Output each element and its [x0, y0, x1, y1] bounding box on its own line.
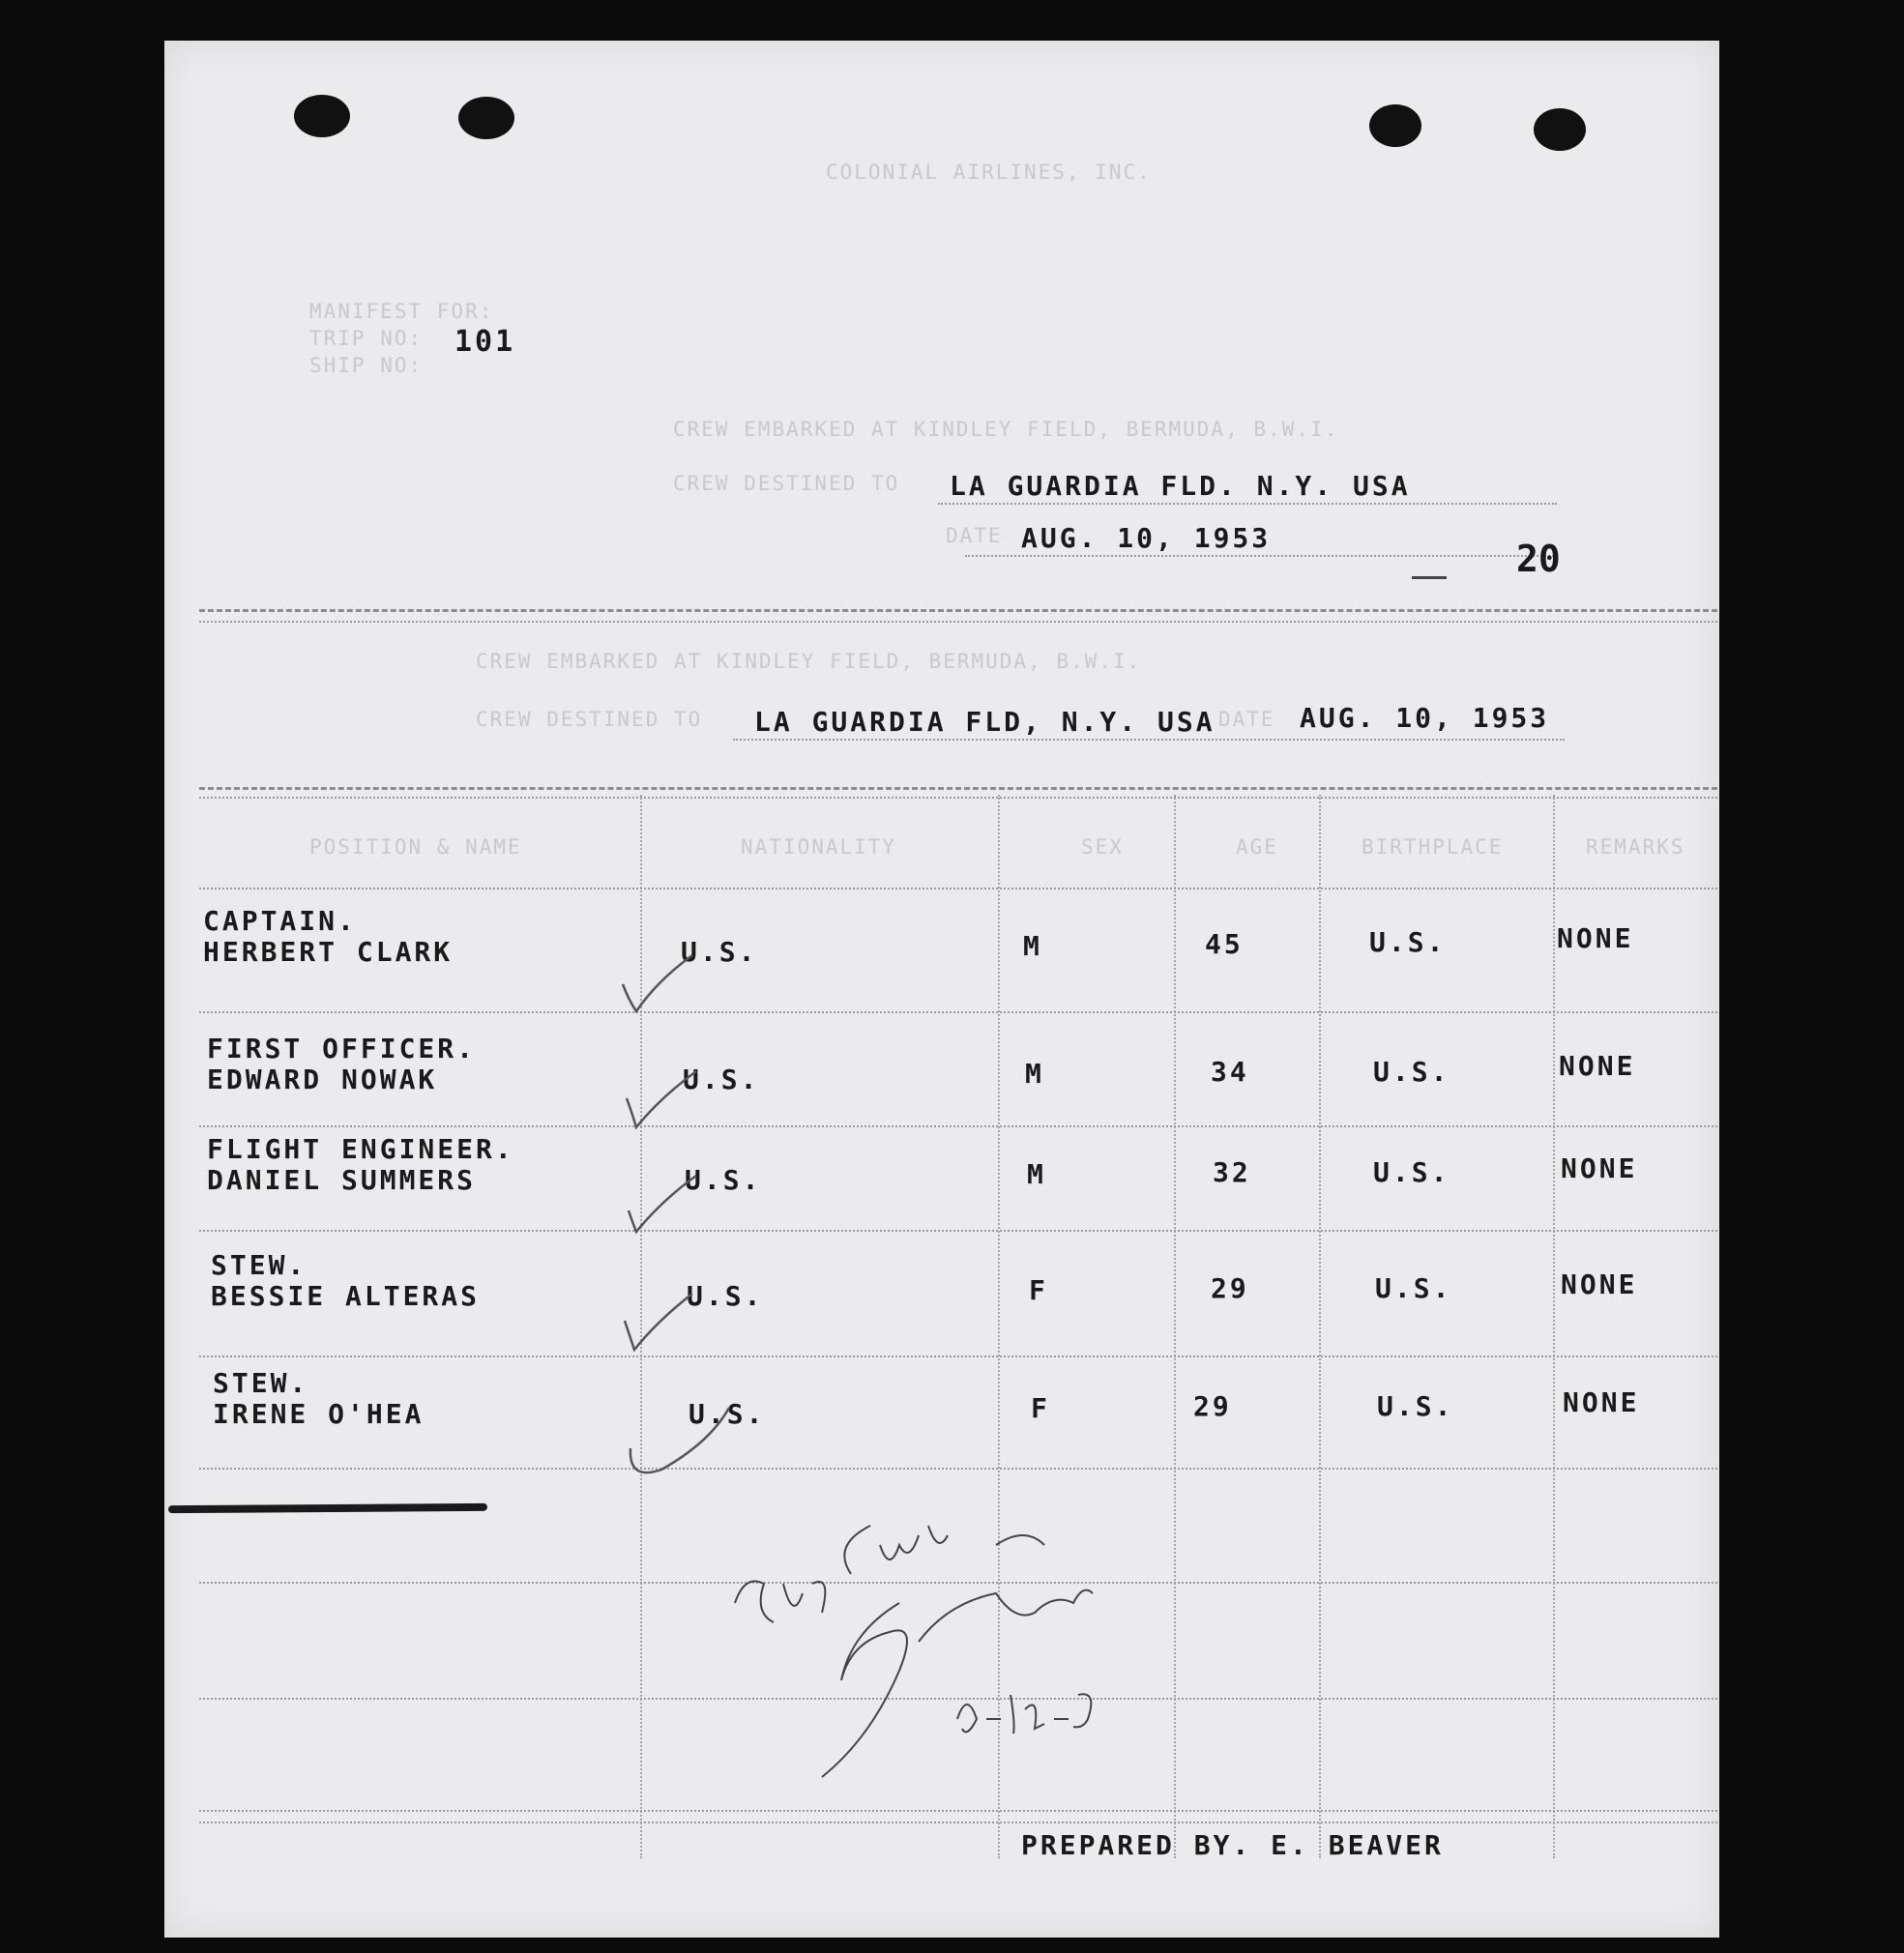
row-rule	[199, 1822, 1717, 1823]
crew-name: IRENE O'HEA	[213, 1398, 425, 1430]
birthplace: U.S.	[1377, 1390, 1454, 1422]
end-of-list-line	[168, 1503, 487, 1513]
crew-embarked-label: CREW EMBARKED AT KINDLEY FIELD, BERMUDA, B.W.I.	[476, 650, 1142, 673]
column-header-nationality: NATIONALITY	[741, 835, 897, 859]
crew-position: CAPTAIN.	[203, 905, 357, 937]
header-rule	[199, 888, 1717, 889]
remarks: NONE	[1561, 1152, 1638, 1184]
table-rule	[199, 787, 1717, 790]
row-rule	[199, 1355, 1717, 1357]
age: 29	[1211, 1272, 1249, 1304]
nationality: U.S.	[685, 1164, 762, 1196]
remarks: NONE	[1559, 1050, 1636, 1082]
check-mark-icon	[623, 1404, 739, 1491]
date: AUG. 10, 1953	[1021, 522, 1272, 554]
crew-position: STEW.	[213, 1367, 309, 1399]
crew-name: DANIEL SUMMERS	[207, 1164, 477, 1196]
crew-name: EDWARD NOWAK	[207, 1064, 438, 1095]
crew-destined-label: CREW DESTINED TO	[476, 708, 703, 731]
punch-hole	[294, 95, 350, 137]
date: AUG. 10, 1953	[1300, 702, 1550, 734]
destination-line	[733, 739, 1565, 741]
remarks: NONE	[1557, 922, 1634, 954]
date-label: DATE	[1218, 708, 1275, 731]
page-number: 20	[1516, 538, 1561, 580]
company-name: COLONIAL AIRLINES, INC.	[826, 160, 1152, 184]
check-mark-icon	[619, 1288, 696, 1355]
inspector-signature	[706, 1487, 1170, 1806]
age: 34	[1211, 1056, 1249, 1088]
manifest-label: MANIFEST FOR:	[309, 300, 494, 323]
crew-position: STEW.	[211, 1249, 308, 1281]
sex: F	[1031, 1392, 1050, 1424]
crew-name: HERBERT CLARK	[203, 936, 454, 968]
punch-hole	[1534, 108, 1586, 151]
age: 32	[1213, 1156, 1251, 1188]
row-rule	[199, 1230, 1717, 1232]
punch-hole	[458, 97, 514, 139]
row-rule	[199, 1468, 1717, 1470]
manifest-page	[164, 41, 1719, 1938]
date-line	[965, 555, 1557, 557]
column-header-age: AGE	[1236, 835, 1278, 859]
prepared-by: PREPARED BY. E. BEAVER	[1021, 1829, 1444, 1861]
ship-label: SHIP NO:	[309, 354, 424, 377]
nationality: U.S.	[681, 936, 758, 968]
destination: LA GUARDIA FLD. N.Y. USA	[950, 470, 1411, 502]
page-number-mark	[1412, 576, 1447, 579]
date-label: DATE	[946, 524, 1003, 547]
destination: LA GUARDIA FLD, N.Y. USA	[754, 706, 1216, 738]
birthplace: U.S.	[1369, 926, 1447, 958]
crew-name: BESSIE ALTERAS	[211, 1280, 481, 1312]
row-rule	[199, 1011, 1717, 1013]
column-header-position: POSITION & NAME	[309, 835, 522, 859]
crew-destined-label: CREW DESTINED TO	[673, 472, 900, 495]
section-divider	[199, 621, 1717, 623]
crew-position: FLIGHT ENGINEER.	[207, 1133, 514, 1165]
birthplace: U.S.	[1373, 1156, 1450, 1188]
column-header-remarks: REMARKS	[1586, 835, 1685, 859]
column-header-sex: SEX	[1081, 835, 1124, 859]
sex: M	[1027, 1158, 1046, 1190]
check-mark-icon	[619, 951, 696, 1019]
remarks: NONE	[1563, 1386, 1640, 1418]
crew-embarked-label: CREW EMBARKED AT KINDLEY FIELD, BERMUDA, B.W.I.	[673, 418, 1339, 441]
nationality: U.S.	[688, 1398, 766, 1430]
table-rule	[199, 797, 1717, 799]
nationality: U.S.	[683, 1064, 760, 1095]
column-header-birthplace: BIRTHPLACE	[1362, 835, 1504, 859]
check-mark-icon	[623, 1172, 700, 1239]
sex: F	[1029, 1274, 1048, 1306]
remarks: NONE	[1561, 1268, 1638, 1300]
trip-label: TRIP NO:	[309, 327, 424, 350]
check-mark-icon	[623, 1065, 700, 1133]
row-rule	[199, 1125, 1717, 1127]
age: 45	[1205, 928, 1244, 960]
sex: M	[1025, 1058, 1044, 1090]
sex: M	[1023, 930, 1042, 962]
destination-line	[938, 503, 1557, 505]
row-rule	[199, 1810, 1717, 1812]
birthplace: U.S.	[1373, 1056, 1450, 1088]
trip-number: 101	[454, 325, 516, 359]
age: 29	[1193, 1390, 1232, 1422]
birthplace: U.S.	[1375, 1272, 1452, 1304]
punch-hole	[1369, 104, 1421, 147]
crew-position: FIRST OFFICER.	[207, 1033, 477, 1064]
section-divider	[199, 609, 1717, 612]
nationality: U.S.	[687, 1280, 764, 1312]
